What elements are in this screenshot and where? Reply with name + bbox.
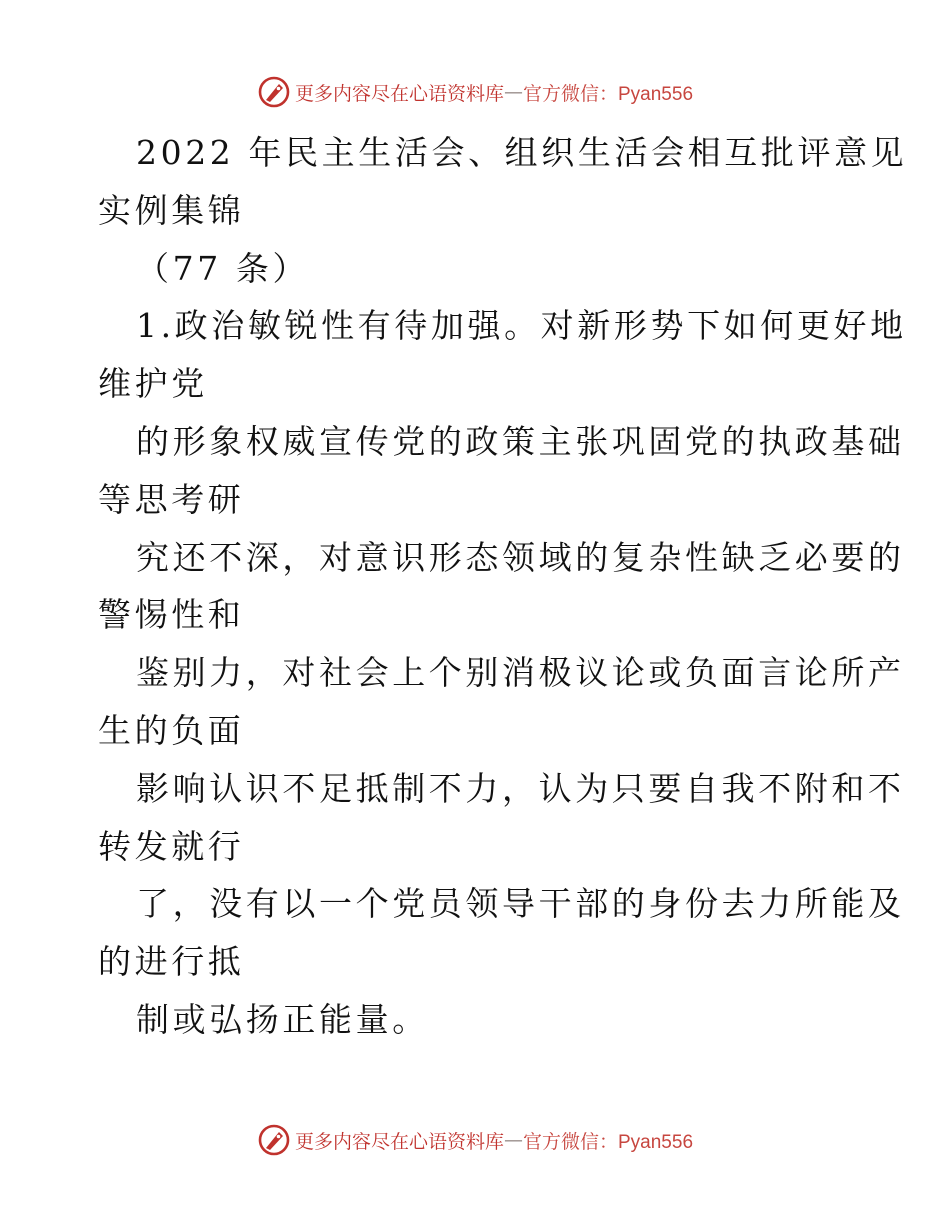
paragraph-line: 的形象权威宣传党的政策主张巩固党的执政基础 [136, 421, 905, 461]
paragraph-line: 转发就行 [98, 826, 245, 866]
watermark-site-text: 更多内容尽在心语资料库 [294, 82, 504, 105]
paragraph-line: 了，没有以一个党员领导干部的身份去力所能及 [136, 884, 905, 924]
watermark-contact-text: 官方微信：Pyan556 [523, 83, 694, 105]
document-body [98, 124, 908, 1049]
document-item-count: （77 条） [136, 248, 310, 288]
watermark-separator: — [504, 1129, 523, 1151]
paragraph-line: 生的负面 [98, 710, 245, 750]
pen-nib-logo-icon [257, 1123, 291, 1157]
watermark-site-text: 更多内容尽在心语资料库 [294, 1130, 504, 1153]
document-title-line-1: 2022 年民主生活会、组织生活会相互批评意见 [136, 133, 908, 172]
footer-watermark [0, 1118, 950, 1162]
pen-nib-logo-icon [257, 75, 291, 109]
paragraph-line: 究还不深，对意识形态领域的复杂性缺乏必要的 [136, 537, 905, 577]
watermark-separator: — [504, 81, 523, 103]
header-watermark [0, 70, 950, 114]
paragraph-line: 维护党 [98, 364, 208, 404]
paragraph-line: 等思考研 [98, 479, 245, 519]
paragraph-line: 影响认识不足抵制不力，认为只要自我不附和不 [136, 768, 905, 808]
watermark-contact-text: 官方微信：Pyan556 [523, 1131, 694, 1153]
paragraph-line: 警惕性和 [98, 595, 245, 635]
paragraph-line: 制或弘扬正能量。 [136, 999, 429, 1039]
paragraph-line: 1.政治敏锐性有待加强。对新形势下如何更好地 [136, 306, 907, 346]
paragraph-line: 的进行抵 [98, 942, 245, 982]
document-title-line-2: 实例集锦 [98, 190, 245, 230]
paragraph-line: 鉴别力，对社会上个别消极议论或负面言论所产 [136, 653, 905, 693]
